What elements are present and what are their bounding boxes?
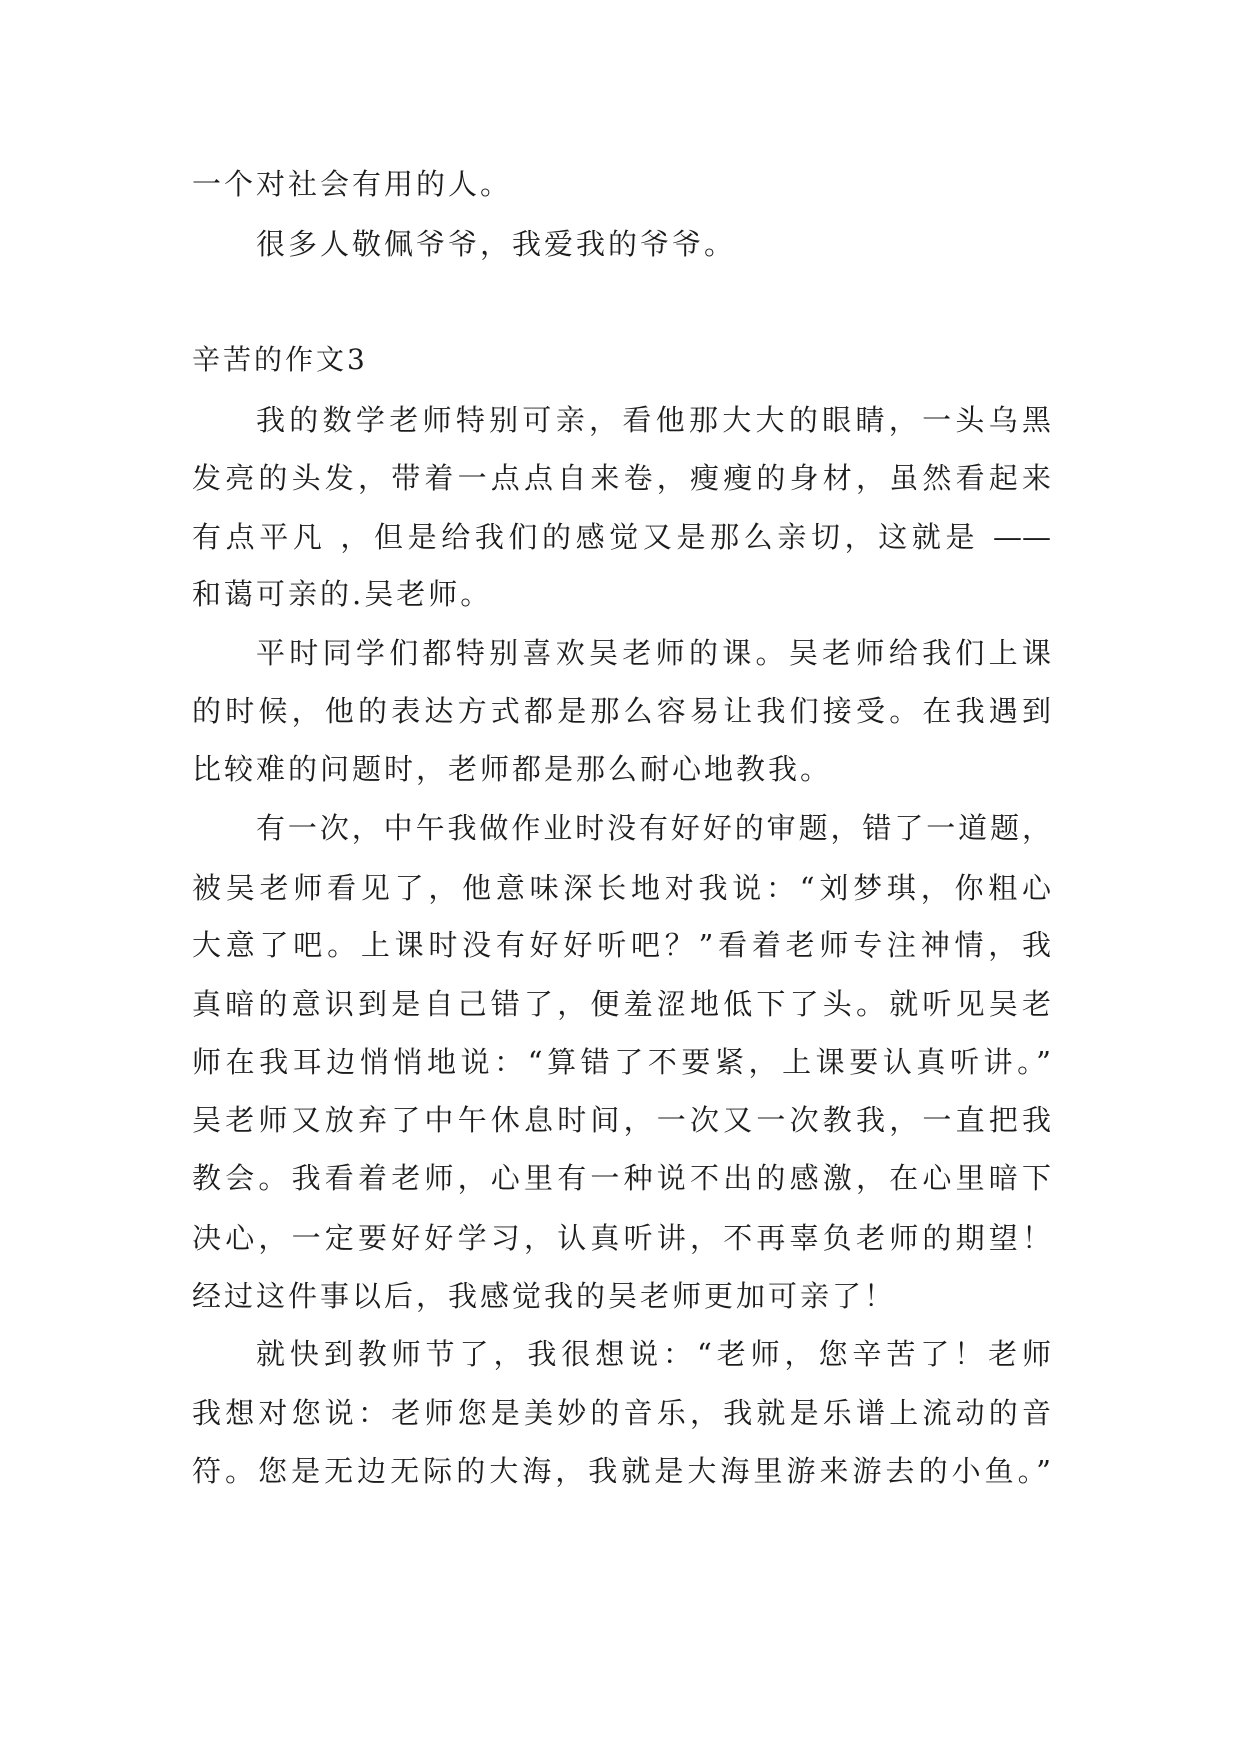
text-line: 教会。我看着老师，心里有一种说不出的感激，在心里暗下 — [192, 1161, 1051, 1195]
text-line: 有一次，中午我做作业时没有好好的审题，错了一道题， — [256, 811, 1051, 845]
text-line: 师在我耳边悄悄地说：“算错了不要紧，上课要认真听讲。” — [192, 1045, 1051, 1079]
text-line: 被吴老师看见了，他意味深长地对我说：“刘梦琪，你粗心 — [192, 871, 1051, 905]
text-line: 大意了吧。上课时没有好好听吧？”看着老师专注神情，我 — [192, 928, 1051, 962]
section-title: 辛苦的作文3 — [192, 343, 368, 376]
text-line: 真暗的意识到是自己错了，便羞涩地低下了头。就听见吴老 — [192, 987, 1051, 1021]
text-line: 和蔼可亲的.吴老师。 — [192, 577, 493, 611]
text-line: 符。您是无边无际的大海，我就是大海里游来游去的小鱼。” — [192, 1454, 1051, 1488]
text-line: 一个对社会有用的人。 — [192, 167, 513, 201]
text-line: 我的数学老师特别可亲，看他那大大的眼睛，一头乌黑 — [256, 403, 1051, 437]
text-line: 吴老师又放弃了中午休息时间，一次又一次教我，一直把我 — [192, 1103, 1051, 1137]
text-line: 的时候，他的表达方式都是那么容易让我们接受。在我遇到 — [192, 694, 1051, 728]
text-line: 我想对您说：老师您是美妙的音乐，我就是乐谱上流动的音 — [192, 1396, 1051, 1430]
text-line: 就快到教师节了，我很想说：“老师，您辛苦了！老师 — [256, 1337, 1051, 1371]
text-line: 有点平凡 ，但是给我们的感觉又是那么亲切，这就是 —— — [192, 520, 1051, 554]
text-line: 很多人敬佩爷爷，我爱我的爷爷。 — [256, 227, 737, 261]
text-line: 平时同学们都特别喜欢吴老师的课。吴老师给我们上课 — [256, 636, 1051, 670]
text-line: 发亮的头发，带着一点点自来卷，瘦瘦的身材，虽然看起来 — [192, 461, 1051, 495]
text-line: 经过这件事以后，我感觉我的吴老师更加可亲了！ — [192, 1279, 897, 1313]
text-line: 决心，一定要好好学习，认真听讲，不再辜负老师的期望！ — [192, 1221, 1051, 1255]
text-line: 比较难的问题时，老师都是那么耐心地教我。 — [192, 752, 833, 786]
